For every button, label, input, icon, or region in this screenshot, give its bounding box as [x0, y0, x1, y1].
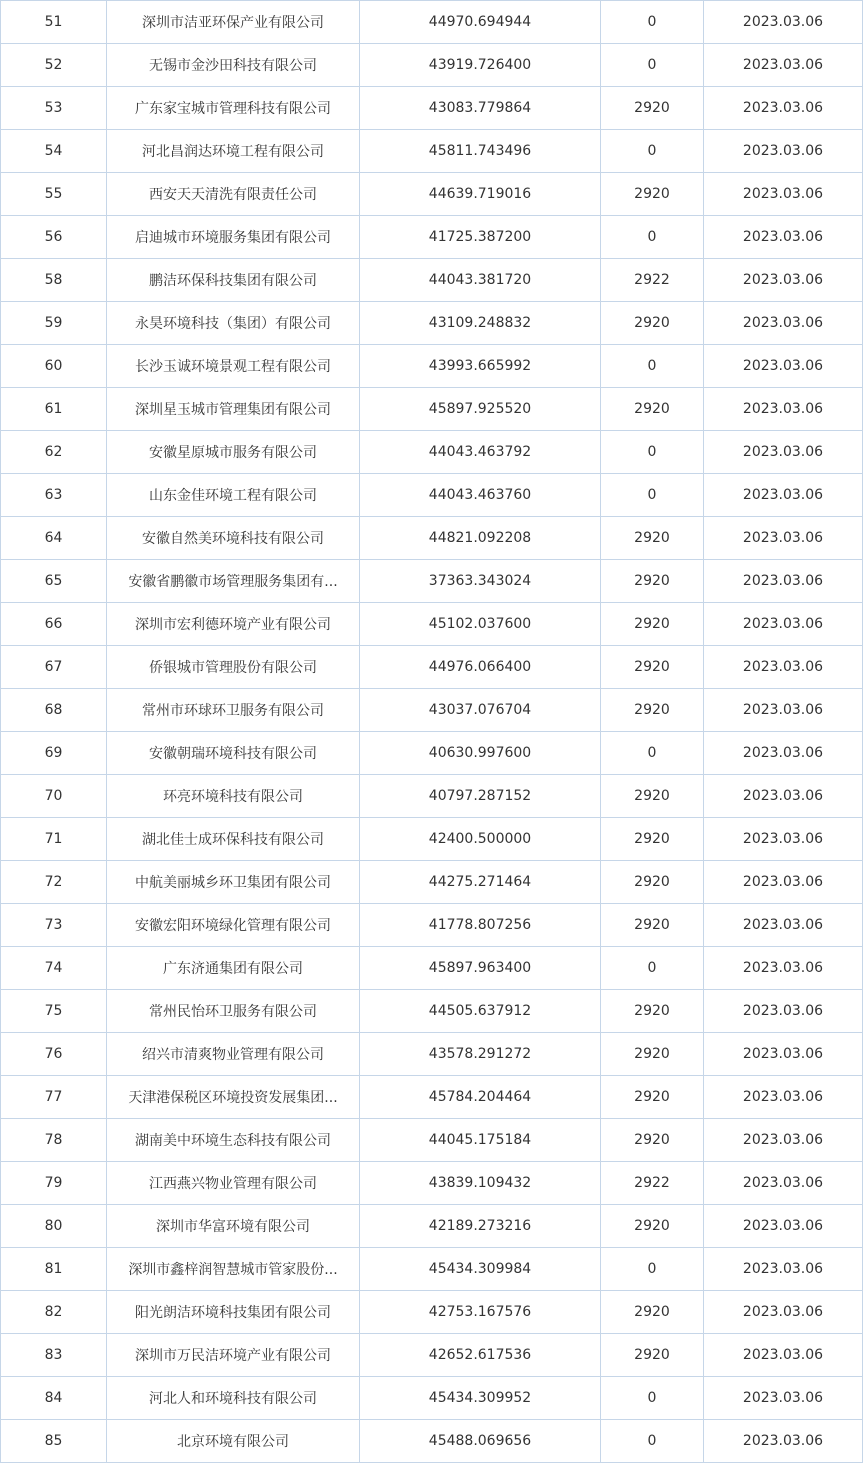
row-number-cell: 55 [1, 173, 107, 216]
date-cell: 2023.03.06 [704, 1119, 863, 1162]
row-number-cell: 65 [1, 560, 107, 603]
row-number-cell: 72 [1, 861, 107, 904]
table-row [1, 130, 863, 173]
row-number-cell: 54 [1, 130, 107, 173]
code-cell: 0 [601, 1420, 704, 1463]
table-row [1, 1, 863, 44]
row-number-cell: 76 [1, 1033, 107, 1076]
company-name-cell: 天津港保税区环境投资发展集团... [107, 1076, 360, 1119]
code-cell: 2920 [601, 904, 704, 947]
table-row [1, 345, 863, 388]
table-row [1, 1291, 863, 1334]
date-cell: 2023.03.06 [704, 990, 863, 1033]
row-number-cell: 62 [1, 431, 107, 474]
row-number-cell: 52 [1, 44, 107, 87]
date-cell: 2023.03.06 [704, 904, 863, 947]
code-cell: 2920 [601, 1205, 704, 1248]
table-row [1, 474, 863, 517]
date-cell: 2023.03.06 [704, 689, 863, 732]
company-name-cell: 无锡市金沙田科技有限公司 [107, 44, 360, 87]
company-name-cell: 深圳市洁亚环保产业有限公司 [107, 1, 360, 44]
row-number-cell: 69 [1, 732, 107, 775]
table-row [1, 603, 863, 646]
code-cell: 2920 [601, 1119, 704, 1162]
table-row [1, 689, 863, 732]
date-cell: 2023.03.06 [704, 44, 863, 87]
date-cell: 2023.03.06 [704, 474, 863, 517]
table-row [1, 646, 863, 689]
table-row [1, 990, 863, 1033]
score-cell: 40797.287152 [360, 775, 601, 818]
date-cell: 2023.03.06 [704, 130, 863, 173]
table-row [1, 1248, 863, 1291]
score-cell: 43919.726400 [360, 44, 601, 87]
table-row [1, 1205, 863, 1248]
company-name-cell: 江西燕兴物业管理有限公司 [107, 1162, 360, 1205]
company-name-cell: 山东金佳环境工程有限公司 [107, 474, 360, 517]
score-cell: 42652.617536 [360, 1334, 601, 1377]
score-cell: 45434.309952 [360, 1377, 601, 1420]
table-row [1, 1377, 863, 1420]
row-number-cell: 84 [1, 1377, 107, 1420]
row-number-cell: 78 [1, 1119, 107, 1162]
date-cell: 2023.03.06 [704, 388, 863, 431]
company-name-cell: 永昊环境科技（集团）有限公司 [107, 302, 360, 345]
company-name-cell: 常州市环球环卫服务有限公司 [107, 689, 360, 732]
code-cell: 2920 [601, 990, 704, 1033]
date-cell: 2023.03.06 [704, 775, 863, 818]
company-name-cell: 安徽省鹏徽市场管理服务集团有... [107, 560, 360, 603]
date-cell: 2023.03.06 [704, 517, 863, 560]
code-cell: 0 [601, 1, 704, 44]
score-cell: 44043.463792 [360, 431, 601, 474]
table-row [1, 1033, 863, 1076]
score-cell: 42189.273216 [360, 1205, 601, 1248]
table-row [1, 259, 863, 302]
code-cell: 0 [601, 1377, 704, 1420]
date-cell: 2023.03.06 [704, 1162, 863, 1205]
code-cell: 2920 [601, 388, 704, 431]
row-number-cell: 51 [1, 1, 107, 44]
table-row [1, 44, 863, 87]
company-name-cell: 深圳市华富环境有限公司 [107, 1205, 360, 1248]
company-name-cell: 安徽朝瑞环境科技有限公司 [107, 732, 360, 775]
company-name-cell: 长沙玉诚环境景观工程有限公司 [107, 345, 360, 388]
score-cell: 43839.109432 [360, 1162, 601, 1205]
table-row [1, 173, 863, 216]
score-cell: 44275.271464 [360, 861, 601, 904]
score-cell: 44976.066400 [360, 646, 601, 689]
code-cell: 2920 [601, 517, 704, 560]
score-cell: 41725.387200 [360, 216, 601, 259]
code-cell: 0 [601, 947, 704, 990]
score-cell: 43037.076704 [360, 689, 601, 732]
company-name-cell: 广东家宝城市管理科技有限公司 [107, 87, 360, 130]
table-row [1, 861, 863, 904]
date-cell: 2023.03.06 [704, 345, 863, 388]
company-name-cell: 广东济通集团有限公司 [107, 947, 360, 990]
score-cell: 45488.069656 [360, 1420, 601, 1463]
code-cell: 2920 [601, 1033, 704, 1076]
date-cell: 2023.03.06 [704, 1033, 863, 1076]
table-row [1, 302, 863, 345]
code-cell: 0 [601, 216, 704, 259]
row-number-cell: 63 [1, 474, 107, 517]
row-number-cell: 83 [1, 1334, 107, 1377]
table-row [1, 1334, 863, 1377]
table-row [1, 216, 863, 259]
row-number-cell: 56 [1, 216, 107, 259]
date-cell: 2023.03.06 [704, 861, 863, 904]
row-number-cell: 58 [1, 259, 107, 302]
code-cell: 0 [601, 474, 704, 517]
table-row [1, 87, 863, 130]
company-name-cell: 常州民怡环卫服务有限公司 [107, 990, 360, 1033]
date-cell: 2023.03.06 [704, 560, 863, 603]
row-number-cell: 74 [1, 947, 107, 990]
score-cell: 42753.167576 [360, 1291, 601, 1334]
company-name-cell: 河北人和环境科技有限公司 [107, 1377, 360, 1420]
date-cell: 2023.03.06 [704, 87, 863, 130]
code-cell: 0 [601, 732, 704, 775]
company-name-cell: 深圳星玉城市管理集团有限公司 [107, 388, 360, 431]
table-row [1, 732, 863, 775]
company-name-cell: 北京环境有限公司 [107, 1420, 360, 1463]
score-cell: 44043.381720 [360, 259, 601, 302]
code-cell: 2920 [601, 861, 704, 904]
table-body [1, 1, 863, 1463]
company-name-cell: 侨银城市管理股份有限公司 [107, 646, 360, 689]
code-cell: 0 [601, 1248, 704, 1291]
score-cell: 44639.719016 [360, 173, 601, 216]
company-name-cell: 启迪城市环境服务集团有限公司 [107, 216, 360, 259]
row-number-cell: 61 [1, 388, 107, 431]
date-cell: 2023.03.06 [704, 947, 863, 990]
row-number-cell: 68 [1, 689, 107, 732]
score-cell: 43993.665992 [360, 345, 601, 388]
date-cell: 2023.03.06 [704, 603, 863, 646]
code-cell: 2920 [601, 775, 704, 818]
score-cell: 45897.963400 [360, 947, 601, 990]
company-name-cell: 河北昌润达环境工程有限公司 [107, 130, 360, 173]
table-row [1, 1119, 863, 1162]
date-cell: 2023.03.06 [704, 302, 863, 345]
code-cell: 2920 [601, 1291, 704, 1334]
row-number-cell: 70 [1, 775, 107, 818]
company-name-cell: 湖北佳士成环保科技有限公司 [107, 818, 360, 861]
score-cell: 45434.309984 [360, 1248, 601, 1291]
score-cell: 43578.291272 [360, 1033, 601, 1076]
code-cell: 0 [601, 431, 704, 474]
company-name-cell: 安徽自然美环境科技有限公司 [107, 517, 360, 560]
company-name-cell: 中航美丽城乡环卫集团有限公司 [107, 861, 360, 904]
table-row [1, 517, 863, 560]
table-row [1, 818, 863, 861]
table-row [1, 1162, 863, 1205]
code-cell: 0 [601, 44, 704, 87]
code-cell: 2920 [601, 1076, 704, 1119]
row-number-cell: 85 [1, 1420, 107, 1463]
row-number-cell: 75 [1, 990, 107, 1033]
date-cell: 2023.03.06 [704, 1291, 863, 1334]
code-cell: 2920 [601, 302, 704, 345]
code-cell: 2920 [601, 560, 704, 603]
row-number-cell: 53 [1, 87, 107, 130]
score-cell: 42400.500000 [360, 818, 601, 861]
code-cell: 2922 [601, 259, 704, 302]
company-name-cell: 环亮环境科技有限公司 [107, 775, 360, 818]
code-cell: 0 [601, 345, 704, 388]
date-cell: 2023.03.06 [704, 1248, 863, 1291]
code-cell: 2920 [601, 173, 704, 216]
score-cell: 44821.092208 [360, 517, 601, 560]
date-cell: 2023.03.06 [704, 431, 863, 474]
row-number-cell: 80 [1, 1205, 107, 1248]
score-cell: 45784.204464 [360, 1076, 601, 1119]
row-number-cell: 82 [1, 1291, 107, 1334]
score-cell: 43083.779864 [360, 87, 601, 130]
code-cell: 2920 [601, 818, 704, 861]
date-cell: 2023.03.06 [704, 646, 863, 689]
company-name-cell: 湖南美中环境生态科技有限公司 [107, 1119, 360, 1162]
score-cell: 45102.037600 [360, 603, 601, 646]
code-cell: 2920 [601, 87, 704, 130]
code-cell: 2922 [601, 1162, 704, 1205]
table-row [1, 1076, 863, 1119]
score-cell: 44970.694944 [360, 1, 601, 44]
date-cell: 2023.03.06 [704, 818, 863, 861]
score-cell: 44505.637912 [360, 990, 601, 1033]
row-number-cell: 71 [1, 818, 107, 861]
table-row [1, 388, 863, 431]
company-name-cell: 绍兴市清爽物业管理有限公司 [107, 1033, 360, 1076]
score-cell: 37363.343024 [360, 560, 601, 603]
company-name-cell: 安徽宏阳环境绿化管理有限公司 [107, 904, 360, 947]
code-cell: 2920 [601, 689, 704, 732]
code-cell: 2920 [601, 1334, 704, 1377]
date-cell: 2023.03.06 [704, 216, 863, 259]
table-row [1, 904, 863, 947]
row-number-cell: 66 [1, 603, 107, 646]
date-cell: 2023.03.06 [704, 1377, 863, 1420]
score-cell: 44043.463760 [360, 474, 601, 517]
company-name-cell: 安徽星原城市服务有限公司 [107, 431, 360, 474]
date-cell: 2023.03.06 [704, 173, 863, 216]
row-number-cell: 60 [1, 345, 107, 388]
row-number-cell: 73 [1, 904, 107, 947]
row-number-cell: 81 [1, 1248, 107, 1291]
company-name-cell: 西安天天清洗有限责任公司 [107, 173, 360, 216]
row-number-cell: 77 [1, 1076, 107, 1119]
date-cell: 2023.03.06 [704, 1205, 863, 1248]
table-row [1, 560, 863, 603]
score-cell: 43109.248832 [360, 302, 601, 345]
code-cell: 2920 [601, 646, 704, 689]
date-cell: 2023.03.06 [704, 732, 863, 775]
score-cell: 44045.175184 [360, 1119, 601, 1162]
row-number-cell: 59 [1, 302, 107, 345]
company-name-cell: 深圳市宏利德环境产业有限公司 [107, 603, 360, 646]
code-cell: 0 [601, 130, 704, 173]
table-row [1, 431, 863, 474]
score-cell: 45897.925520 [360, 388, 601, 431]
table-row [1, 947, 863, 990]
table-row [1, 775, 863, 818]
code-cell: 2920 [601, 603, 704, 646]
date-cell: 2023.03.06 [704, 259, 863, 302]
table-row [1, 1420, 863, 1463]
score-cell: 45811.743496 [360, 130, 601, 173]
score-cell: 40630.997600 [360, 732, 601, 775]
company-name-cell: 深圳市万民洁环境产业有限公司 [107, 1334, 360, 1377]
row-number-cell: 79 [1, 1162, 107, 1205]
date-cell: 2023.03.06 [704, 1420, 863, 1463]
date-cell: 2023.03.06 [704, 1, 863, 44]
company-name-cell: 深圳市鑫梓润智慧城市管家股份... [107, 1248, 360, 1291]
date-cell: 2023.03.06 [704, 1334, 863, 1377]
score-cell: 41778.807256 [360, 904, 601, 947]
date-cell: 2023.03.06 [704, 1076, 863, 1119]
company-name-cell: 鹏洁环保科技集团有限公司 [107, 259, 360, 302]
row-number-cell: 64 [1, 517, 107, 560]
row-number-cell: 67 [1, 646, 107, 689]
company-name-cell: 阳光朗洁环境科技集团有限公司 [107, 1291, 360, 1334]
